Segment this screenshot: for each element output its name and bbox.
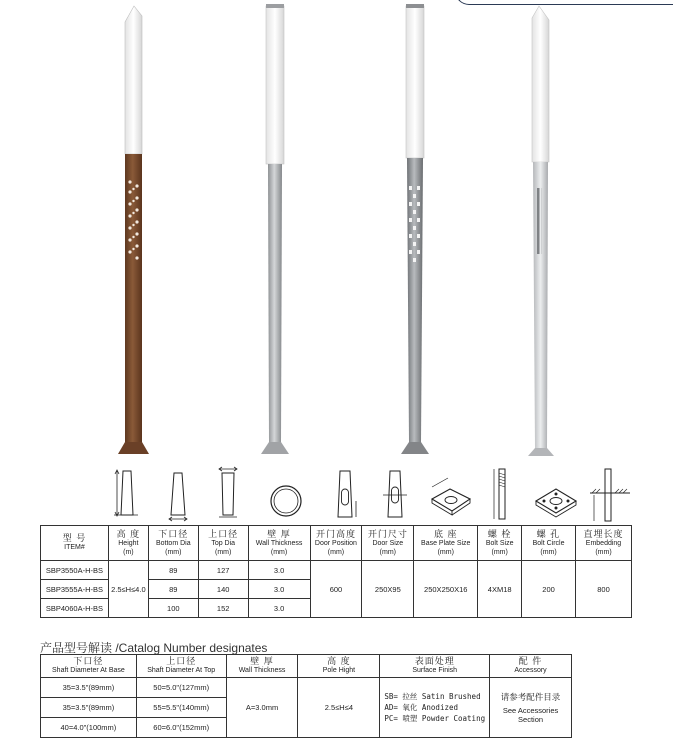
spec-table-header bbox=[41, 526, 632, 561]
col-bolt-circle: 螺 孔 Bolt Circle (mm) bbox=[522, 526, 576, 561]
finish-option: PC= 喷塑 Powder Coating bbox=[384, 714, 486, 723]
door-size-cell: 250X95 bbox=[362, 561, 414, 618]
pole-silver-slotted bbox=[518, 2, 568, 458]
embedding-cell: 800 bbox=[575, 561, 631, 618]
col-pole-height: 高 度 Pole Hight bbox=[298, 655, 380, 678]
col-top-diameter: 上口径 Shaft Diameter At Top bbox=[136, 655, 226, 678]
height-cell: 2.5≤H≤4 bbox=[298, 678, 380, 738]
accessory-en: See Accessories Section bbox=[502, 706, 559, 724]
bolt-size-cell: 4XM18 bbox=[478, 561, 522, 618]
col-door-size: 开门尺寸 Door Size (mm) bbox=[362, 526, 414, 561]
base-cell: 35=3.5"(89mm) bbox=[41, 678, 137, 698]
item-cell: SBP4060A-H-BS bbox=[41, 599, 109, 618]
height-diagram-icon bbox=[112, 465, 142, 523]
accessory-cell bbox=[490, 678, 572, 738]
wall-cell: 3.0 bbox=[248, 561, 310, 580]
height-cell: 2.5≤H≤4.0 bbox=[108, 561, 148, 618]
col-bottom-dia: 下口径 Bottom Dia (mm) bbox=[148, 526, 198, 561]
col-wall-thickness: 壁 厚 Wall Thickness bbox=[226, 655, 298, 678]
door-position-icon bbox=[330, 465, 360, 523]
col-door-position: 开门高度 Door Position (mm) bbox=[310, 526, 362, 561]
top-dia-cell: 127 bbox=[198, 561, 248, 580]
base-cell: 35=3.5"(89mm) bbox=[41, 698, 137, 718]
col-accessory: 配 件 Accessory bbox=[490, 655, 572, 678]
door-position-cell: 600 bbox=[310, 561, 362, 618]
top-cell: 55=5.5"(140mm) bbox=[136, 698, 226, 718]
item-cell: SBP3550A-H-BS bbox=[41, 561, 109, 580]
col-top-dia: 上口径 Top Dia (mm) bbox=[198, 526, 248, 561]
col-height: 高 度 Height (m) bbox=[108, 526, 148, 561]
spec-icon-row bbox=[40, 465, 632, 525]
bolt-circle-cell: 200 bbox=[522, 561, 576, 618]
col-item: 型 号 ITEM# bbox=[41, 526, 109, 561]
base-cell: 40=4.0"(100mm) bbox=[41, 718, 137, 738]
bolt-circle-icon bbox=[532, 465, 580, 523]
pole-silver-plain bbox=[252, 2, 302, 458]
col-embedding: 直埋长度 Embedding (mm) bbox=[575, 526, 631, 561]
accessory-cn: 请参考配件目录 bbox=[500, 692, 561, 702]
base-plate-icon bbox=[428, 465, 474, 523]
top-cell: 50=5.0"(127mm) bbox=[136, 678, 226, 698]
bottom-dia-cell: 89 bbox=[148, 561, 198, 580]
table-row bbox=[41, 561, 632, 580]
bottom-dia-cell: 89 bbox=[148, 580, 198, 599]
door-size-icon bbox=[380, 465, 410, 523]
base-plate-cell: 250X250X16 bbox=[414, 561, 478, 618]
item-cell: SBP3555A-H-BS bbox=[41, 580, 109, 599]
embedding-depth-icon bbox=[588, 465, 632, 523]
top-dia-cell: 152 bbox=[198, 599, 248, 618]
wall-cell: A=3.0mm bbox=[226, 678, 298, 738]
bottom-diameter-icon bbox=[163, 465, 193, 523]
col-base-plate: 底 座 Base Plate Size (mm) bbox=[414, 526, 478, 561]
bolt-size-icon bbox=[490, 465, 514, 523]
table-row bbox=[41, 678, 572, 698]
col-bolt-size: 螺 栓 Bolt Size (mm) bbox=[478, 526, 522, 561]
col-surface-finish: 表面处理 Surface Finish bbox=[380, 655, 490, 678]
catalog-table-header bbox=[41, 655, 572, 678]
pole-silver-perforated bbox=[392, 2, 442, 458]
col-base-diameter: 下口径 Shaft Diameter At Base bbox=[41, 655, 137, 678]
wall-cell: 3.0 bbox=[248, 599, 310, 618]
col-wall-thickness: 壁 厚 Wall Thickness (mm) bbox=[248, 526, 310, 561]
pole-bronze-perforated bbox=[112, 2, 162, 458]
bottom-dia-cell: 100 bbox=[148, 599, 198, 618]
top-dia-cell: 140 bbox=[198, 580, 248, 599]
spec-table bbox=[40, 525, 632, 618]
wall-cell: 3.0 bbox=[248, 580, 310, 599]
catalog-table bbox=[40, 654, 572, 738]
finish-option: SB= 拉丝 Satin Brushed bbox=[384, 692, 481, 701]
top-diameter-icon bbox=[213, 465, 243, 523]
finish-cell bbox=[380, 678, 490, 738]
catalog-title: 产品型号解读 /Catalog Number designates bbox=[40, 641, 268, 655]
wall-thickness-icon bbox=[266, 465, 306, 523]
finish-option: AD= 氧化 Anodized bbox=[384, 703, 459, 712]
top-cell: 60=6.0"(152mm) bbox=[136, 718, 226, 738]
